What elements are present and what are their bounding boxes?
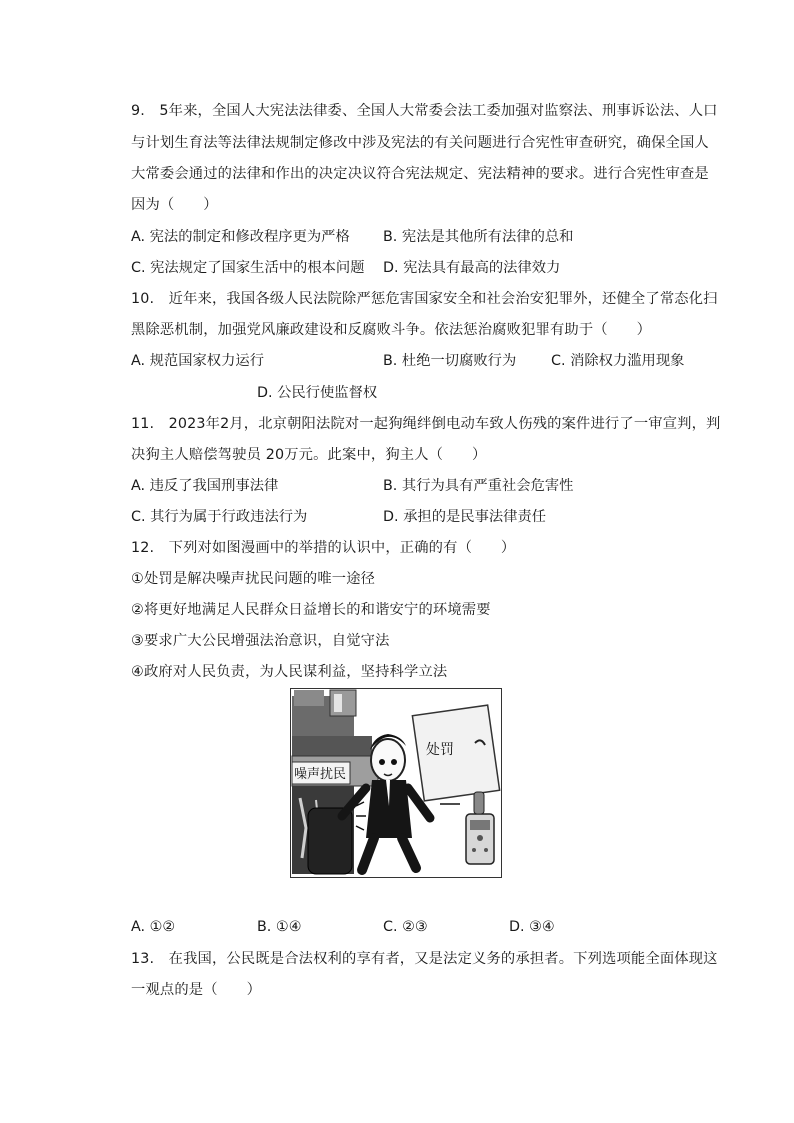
q9-line-2: 与计划生育法等法律法规制定修改中涉及宪法的有关问题进行合宪性审查研究，确保全国人 (131, 135, 709, 151)
q11-option-a: A. 违反了我国刑事法律 (131, 478, 279, 494)
q13-line-1: 13. 在我国，公民既是合法权利的享有者，又是法定义务的承担者。下列选项能全面体现这 (131, 951, 718, 967)
q9-line-3: 大常委会通过的法律和作出的决定决议符合宪法规定、宪法精神的要求。进行合宪性审查是 (131, 166, 709, 182)
q11-option-c: C. 其行为属于行政违法行为 (131, 509, 308, 525)
q9-option-a: A. 宪法的制定和修改程序更为严格 (131, 229, 350, 245)
q11-line-1: 11. 2023年2月，北京朝阳法院对一起狗绳绊倒电动车致人伤残的案件进行了一审宣判，判 (131, 416, 721, 432)
q10-option-b: B. 杜绝一切腐败行为 (383, 353, 517, 369)
q10-option-a: A. 规范国家权力运行 (131, 353, 264, 369)
q9-line-1: 9. 5年来，全国人大宪法法律委、全国人大常委会法工委加强对监察法、刑事诉讼法、人口 (131, 103, 718, 119)
q9-option-b: B. 宪法是其他所有法律的总和 (383, 229, 574, 245)
q11-option-d: D. 承担的是民事法律责任 (383, 509, 547, 525)
q10-option-d: D. 公民行使监督权 (257, 385, 378, 401)
q9-option-c: C. 宪法规定了国家生活中的根本问题 (131, 260, 365, 276)
q12-line-1: 12. 下列对如图漫画中的举措的认识中，正确的有（ ） (131, 540, 516, 556)
q12-statement-3: ③要求广大公民增强法治意识，自觉守法 (131, 633, 390, 649)
q9-line-4: 因为（ ） (131, 197, 218, 213)
q11-line-2: 决狗主人赔偿驾驶员 20万元。此案中，狗主人（ ） (131, 447, 487, 463)
q10-line-2: 黑除恶机制，加强党风廉政建设和反腐败斗争。依法惩治腐败犯罪有助于（ ） (131, 322, 652, 338)
penalty-sign-text: 处罚 (426, 742, 454, 758)
q9-option-d: D. 宪法具有最高的法律效力 (383, 260, 561, 276)
noise-sign-text: 噪声扰民 (294, 767, 347, 782)
q12-statement-1: ①处罚是解决噪声扰民问题的唯一途径 (131, 571, 376, 587)
q12-statement-2: ②将更好地满足人民群众日益增长的和谐安宁的环境需要 (131, 602, 491, 618)
q12-option-b: B. ①④ (257, 919, 302, 935)
q12-option-a: A. ①② (131, 919, 176, 935)
q12-statement-4: ④政府对人民负责，为人民谋利益，坚持科学立法 (131, 664, 448, 680)
q11-option-b: B. 其行为具有严重社会危害性 (383, 478, 574, 494)
q13-line-2: 一观点的是（ ） (131, 982, 262, 998)
q12-cartoon-image (290, 688, 502, 878)
q12-option-c: C. ②③ (383, 919, 428, 935)
q10-option-c: C. 消除权力滥用现象 (551, 353, 685, 369)
q10-line-1: 10. 近年来，我国各级人民法院除严惩危害国家安全和社会治安犯罪外，还健全了常态化扫 (131, 291, 718, 307)
q12-option-d: D. ③④ (509, 919, 555, 935)
